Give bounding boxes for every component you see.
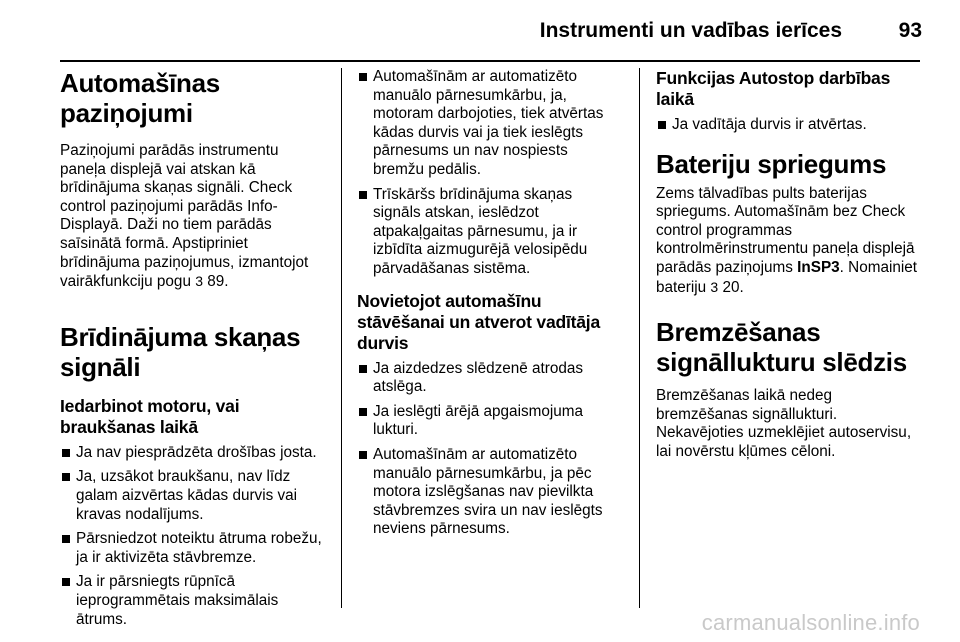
list-item: Ja ieslēgti ārējā apgaismojuma lukturi. [357, 403, 621, 440]
list-item: Trīskāršs brīdinājuma skaņas signāls atskan, ieslēdzot atpakaļgaitas pārnesumu, ja ir izbīdīta aizmugurējā velosipēdu pārvadāšanas sistēma. [357, 186, 621, 279]
column-1 [60, 68, 324, 637]
list-item: Ja, uzsākot braukšanu, nav līdz galam aizvērtas kādas durvis vai kravas nodalījums. [60, 468, 324, 524]
list-item: Automašīnām ar automatizēto manuālo pārnesumkārbu, ja pēc motora izslēgšanas nav pievilkta stāvbremzes svira un nav ieslēgts neviens pārnesums. [357, 446, 621, 539]
column-divider [341, 68, 342, 608]
cross-reference-arrow-icon[interactable]: 3 [710, 278, 719, 295]
column-divider [639, 68, 640, 608]
bullet-list [357, 68, 621, 279]
section-heading-warning-chimes: Brīdinājuma skaņas signāli [60, 321, 301, 382]
list-item: Ja aizdedzes slēdzenē atrodas atslēga. [357, 360, 621, 397]
brake-paragraph: Bremzēšanas laikā nedeg bremzēšanas signāllukturi. Nekavējoties uzmeklējiet autoservisu, lai novērstu kļūmes cēloni. [656, 387, 912, 460]
section-heading-battery-voltage: Bateriju spriegums [656, 148, 887, 179]
list-item: Ja vadītāja durvis ir atvērtas. [656, 116, 920, 135]
bullet-list [60, 444, 324, 629]
bullet-list [656, 116, 920, 135]
subheading-autostop: Funkcijas Autostop darbības laikā [656, 68, 891, 109]
column-3 [656, 68, 920, 462]
section-heading-vehicle-messages: Automašīnas paziņojumi [60, 68, 220, 128]
section-heading-brake-light-switch: Bremzēšanas signāllukturu slēdzis [656, 317, 907, 378]
message-code: InSP3 [797, 258, 840, 276]
watermark: carmanualsonline.info [701, 610, 920, 635]
list-item: Automašīnām ar automatizēto manuālo pārnesumkārbu, ja, motoram darbojoties, tiek atvērtas kādas durvis vai ja tiek ieslēgts pārnesums un nav nospiests bremžu pedālis. [357, 68, 621, 180]
list-item: Pārsniedzot noteiktu ātruma robežu, ja ir aktivizēta stāvbremze. [60, 530, 324, 567]
running-header: Instrumenti un vadības ierīces [539, 19, 842, 42]
subheading-starting-engine: Iedarbinot motoru, vai braukšanas laikā [60, 395, 240, 437]
list-item: Ja ir pārsniegts rūpnīcā ieprogrammētais maksimālais ātrums. [60, 573, 324, 629]
battery-paragraph: Zems tālvadības pults baterijas spriegums. Automašīnām bez Check control programmas kontrolmērinstrumentu paneļa displejā parādās paziņojums InSP3. Nomainiet bateriju 3 20. [656, 184, 918, 296]
subheading-parking: Novietojot automašīnu stāvēšanai un atverot vadītāja durvis [357, 290, 600, 353]
bullet-list [357, 360, 621, 539]
intro-paragraph: Paziņojumi parādās instrumentu paneļa displejā vai atskan kā brīdinājuma skaņas signāli. Check control paziņojumi parādās Info-Displayā. Daži no tiem parādās saīsinātā formā. Apstipriniet brīdinājuma paziņojumus, izmantojot vairākfunkciju pogu 3 89. [60, 142, 309, 291]
header-rule [60, 60, 920, 62]
list-item: Ja nav piesprādzēta drošības josta. [60, 444, 324, 463]
cross-reference-arrow-icon[interactable]: 3 [195, 273, 203, 290]
column-2 [357, 68, 621, 547]
page-number: 93 [898, 19, 922, 42]
